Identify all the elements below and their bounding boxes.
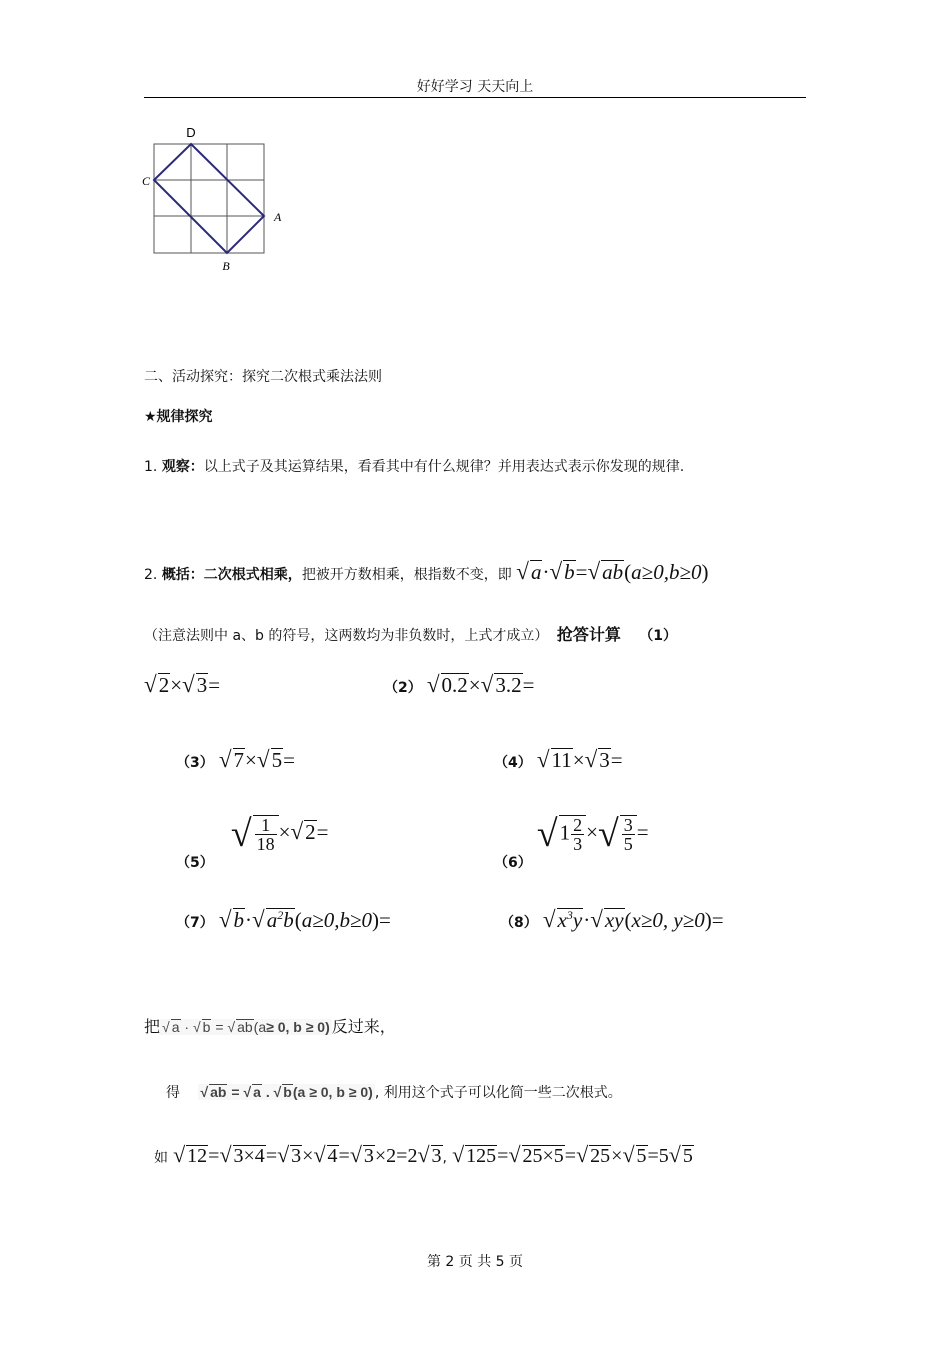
example-separator: , (442, 1150, 447, 1166)
problem-1: √2×√3= (144, 671, 221, 697)
reverse-paragraph (144, 1014, 396, 1037)
example-1-formula: √ 12=√ 3×4=√ 3×√ 4=√ 3×2=2√ 3 (173, 1142, 442, 1167)
problem-6: （6） √1 $\frac{2}{3}$ ×√ $\frac{3}{5}$ = (494, 813, 649, 871)
summary-text: 把被开方数相乘，根指数不变，即 (301, 567, 512, 583)
example-2-formula: √ 125=√ 25×5=√ 25×√ 5=5√ 5 (452, 1142, 693, 1167)
problem-7: （7） $√b\cdot√a^2b(a\ge 0,b\ge 0)=$ (176, 906, 391, 932)
observe-paragraph (144, 456, 684, 476)
result-prefix: 得 (166, 1085, 180, 1101)
problem-2: （2） √0.2×√3.2= (384, 671, 535, 697)
problem-8: （8） $√x^3y\cdot√xy(x\ge 0$, y≥0)= (500, 906, 724, 932)
note-text: （注意法则中 a、b 的符号，这两数均为非负数时，上式才成立） (144, 628, 549, 644)
problem-1-label: （1） (639, 628, 678, 644)
grid-figure (140, 118, 300, 278)
multiplication-rule-formula: √a·√b=√ab(a≥0,b≥0) (516, 558, 709, 584)
rule-heading: ★规律探究 (144, 409, 213, 425)
result-paragraph (166, 1082, 622, 1102)
quick-answer-label: 抢答计算 (556, 625, 621, 644)
example-paragraph (154, 1142, 694, 1168)
summary-paragraph (144, 558, 708, 585)
problem-5: （5） √ $\frac{1}{18}$ ×√2= (176, 813, 329, 871)
reverse-formula: √ a · √ b = √ ab(a≥ 0, b ≥ 0) (162, 1019, 330, 1035)
rectangle-abcd (154, 144, 264, 253)
problem-4: （4） √11×√3= (494, 746, 623, 772)
example-prefix: 如 (154, 1150, 168, 1166)
note-paragraph (144, 622, 804, 645)
summary-num: 2. (144, 567, 162, 583)
summary-label: 概括：二次根式相乘， (161, 567, 302, 583)
label-c: C (142, 174, 151, 188)
label-b: B (222, 259, 230, 273)
reverse-prefix: 把 (144, 1017, 161, 1036)
reverse-suffix: 反过来， (331, 1017, 396, 1036)
observe-num: 1. (144, 459, 162, 475)
problem-3: （3） √7×√5= (176, 746, 295, 772)
page-header: 好好学习 天天向上 (416, 79, 534, 95)
label-a: A (274, 210, 282, 224)
observe-label: 观察： (161, 459, 204, 475)
section-heading: 二、活动探究：探究二次根式乘法法则 (144, 369, 382, 385)
header-rule (144, 97, 806, 98)
label-d: D (186, 125, 196, 140)
page-footer: 第 2 页 共 5 页 (426, 1254, 524, 1270)
result-suffix: , 利用这个式子可以化简一些二次根式。 (374, 1085, 622, 1101)
result-formula: √ ab = √ a . √ b(a ≥ 0, b ≥ 0) (200, 1084, 373, 1100)
observe-text: 以上式子及其运算结果，看看其中有什么规律？并用表达式表示你发现的规律. (203, 459, 685, 475)
